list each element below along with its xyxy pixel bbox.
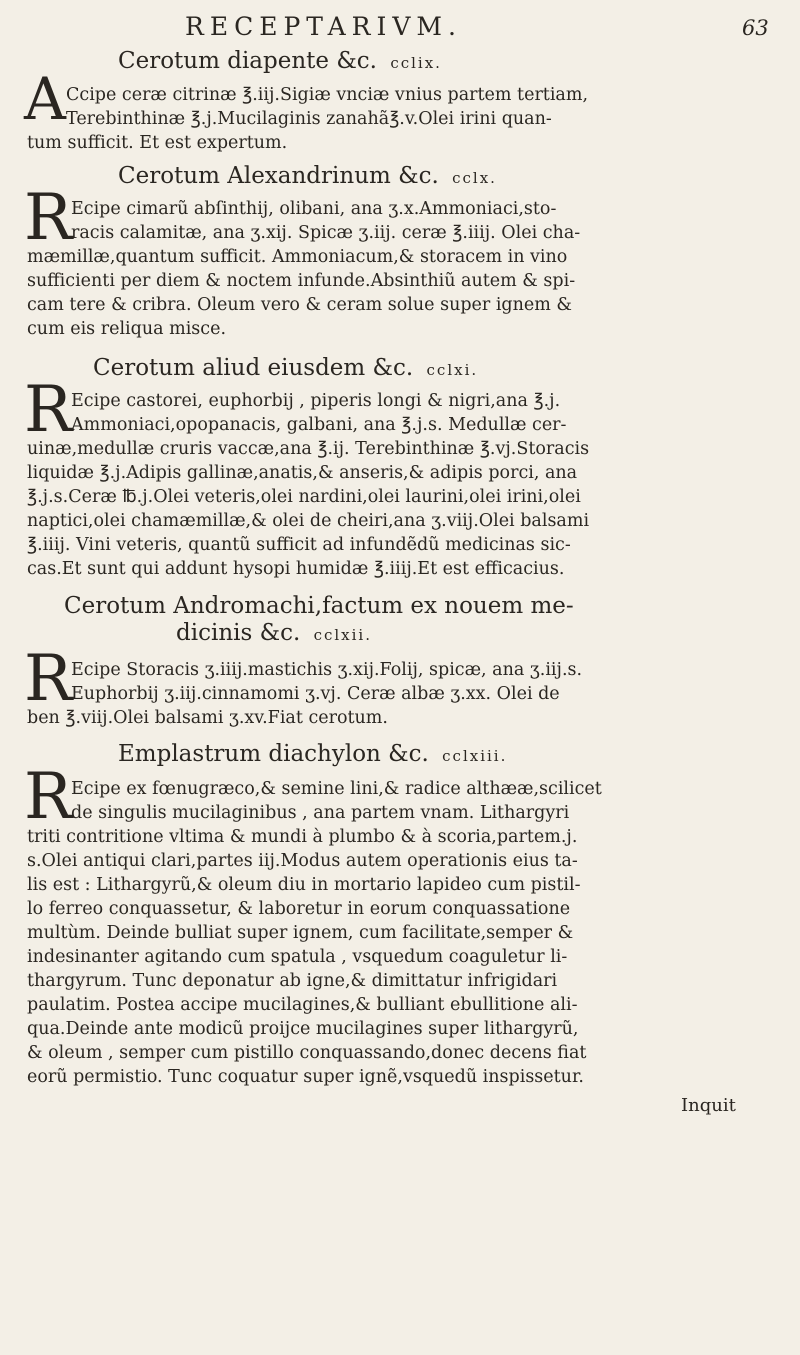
text-line: Euphorbij ʒ.iij.cinnamomi ʒ.vj. Ceræ albæ ʒ.xx. Olei de (71, 684, 560, 704)
heading-text: Cerotum aliud eiusdem &c. (93, 355, 414, 381)
text-line: Ccipe ceræ citrinæ ℥.iij.Sigiæ vnciæ vnius partem tertiam, (66, 85, 589, 105)
running-title: RECEPTARIVM. (185, 12, 462, 41)
text-line: Terebinthinæ ℥.j.Mucilaginis zanahã℥.v.Olei irini quan- (66, 109, 552, 129)
text-line: thargyrum. Tunc deponatur ab igne,& dimittatur infrigidari (27, 971, 558, 991)
text-line: paulatim. Postea accipe mucilagines,& bulliant ebullitione ali- (27, 995, 578, 1015)
text-line: lo ferreo conquassetur, & laboretur in eorum conquassatione (27, 899, 571, 919)
text-line: eorũ permistio. Tunc coquatur super ignẽ,vsquedũ inspissetur. (27, 1067, 584, 1087)
text-line: qua.Deinde ante modicũ proijce mucilagines super lithargyrũ, (27, 1019, 579, 1039)
text-line: racis calamitæ, ana ʒ.xij. Spicæ ʒ.iij. ceræ ℥.iiij. Olei cha- (71, 223, 581, 243)
drop-capital: R (24, 760, 73, 834)
text-line: Ammoniaci,opopanacis, galbani, ana ℥.j.s. Medullæ cer- (71, 415, 567, 435)
text-line: naptici,olei chamæmillæ,& olei de cheiri,ana ʒ.viij.Olei balsami (27, 511, 590, 531)
section-number: cclix. (390, 54, 442, 72)
heading-text: Cerotum Andromachi,factum ex nouem me- (64, 593, 574, 619)
text-line: ℥.j.s.Ceræ ℔.j.Olei veteris,olei nardini,olei laurini,olei irini,olei (27, 487, 581, 507)
page-number: 63 (742, 16, 769, 40)
text-line: Ecipe cimarũ abſinthij, olibani, ana ʒ.x.Ammoniaci,sto- (71, 199, 557, 219)
text-line: s.Olei antiqui clari,partes iij.Modus autem operationis eius ta- (27, 851, 578, 871)
section-number: cclxi. (426, 361, 479, 379)
heading-text: Cerotum diapente &c. (118, 48, 377, 74)
drop-capital: R (24, 642, 73, 716)
heading-text: dicinis &c. (176, 620, 301, 646)
section-number: cclxiii. (442, 747, 508, 765)
section-heading (118, 163, 497, 189)
section-heading (93, 355, 478, 381)
drop-capital: R (24, 373, 73, 447)
text-line: Ecipe ex fœnugræco,& semine lini,& radice althææ,scilicet (71, 779, 602, 799)
heading-text: Cerotum Alexandrinum &c. (118, 163, 439, 189)
text-line: uinæ,medullæ cruris vaccæ,ana ℥.ij. Terebinthinæ ℥.vj.Storacis (27, 439, 590, 459)
drop-capital: A (24, 65, 66, 133)
text-line: Ecipe castorei, euphorbij , piperis longi & nigri,ana ℥.j. (71, 391, 561, 411)
text-line: mæmillæ,quantum sufficit. Ammoniacum,& storacem in vino (27, 247, 568, 267)
text-line: sufficienti per diem & noctem infunde.Absinthiũ autem & spi- (27, 271, 576, 291)
text-line: tum sufficit. Et est expertum. (27, 133, 288, 153)
text-line: ben ℥.viij.Olei balsami ʒ.xv.Fiat cerotum. (27, 708, 388, 728)
heading-text: Emplastrum diachylon &c. (118, 741, 429, 767)
catchword: Inquit (681, 1095, 736, 1116)
text-line: cam tere & cribra. Oleum vero & ceram solue super ignem & (27, 295, 572, 315)
text-line: & oleum , semper cum pistillo conquassando,donec decens fiat (27, 1043, 587, 1063)
section-number: cclxii. (313, 626, 372, 644)
section-heading-continued (176, 620, 372, 646)
running-head (0, 12, 800, 42)
drop-capital: R (24, 181, 73, 255)
text-line: triti contritione vltima & mundi à plumbo & à scoria,partem.j. (27, 827, 578, 847)
section-heading (64, 593, 574, 619)
section-heading (118, 48, 442, 74)
text-line: indesinanter agitando cum spatula , vsquedum coaguletur li- (27, 947, 568, 967)
text-line: cum eis reliqua misce. (27, 319, 227, 339)
section-number: cclx. (452, 169, 497, 187)
text-line: Ecipe Storacis ʒ.iiij.mastichis ʒ.xij.Folij, spicæ, ana ʒ.iij.s. (71, 660, 583, 680)
text-line: multùm. Deinde bulliat super ignem, cum facilitate,semper & (27, 923, 574, 943)
text-line: ℥.iiij. Vini veteris, quantũ sufficit ad infundẽdũ medicinas sic- (27, 535, 571, 555)
text-line: liquidæ ℥.j.Adipis gallinæ,anatis,& anseris,& adipis porci, ana (27, 463, 578, 483)
text-line: de singulis mucilaginibus , ana partem vnam. Lithargyri (71, 803, 570, 823)
section-heading (118, 741, 507, 767)
text-line: cas.Et sunt qui addunt hysopi humidæ ℥.iiij.Et est efficacius. (27, 559, 565, 579)
text-line: lis est : Lithargyrũ,& oleum diu in mortario lapideo cum pistil- (27, 875, 581, 895)
